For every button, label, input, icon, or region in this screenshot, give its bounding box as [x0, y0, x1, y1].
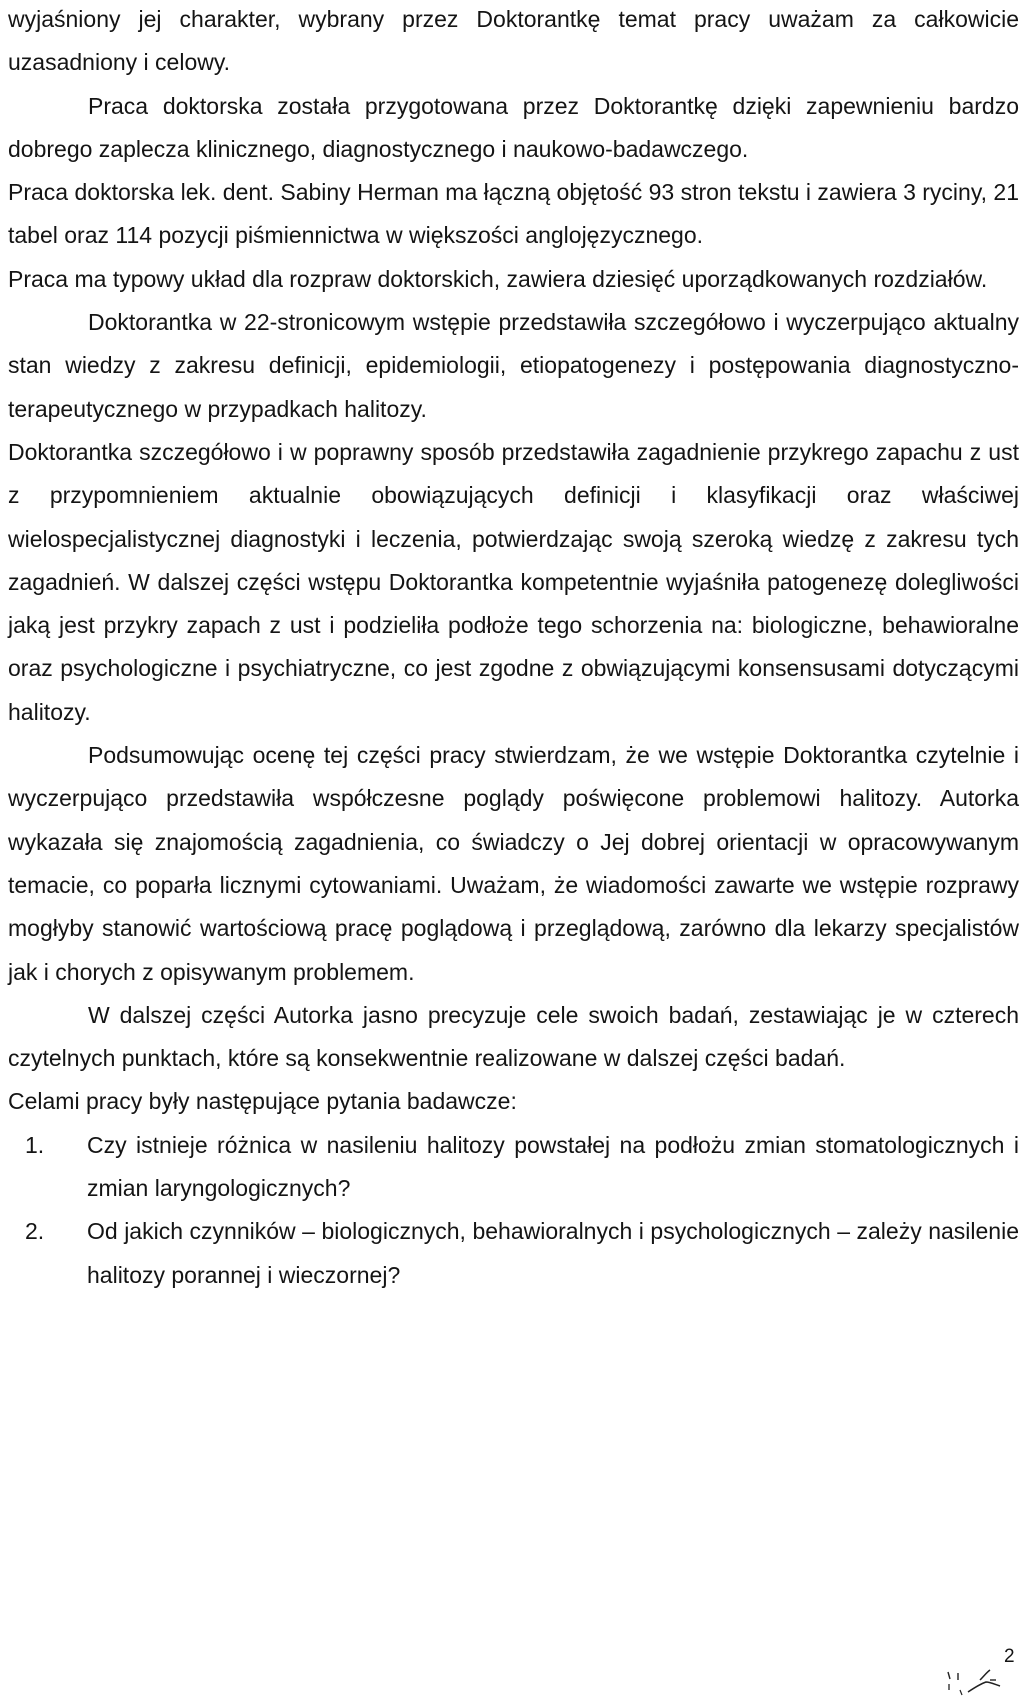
page-number: 2 — [1004, 1646, 1015, 1667]
research-question-item — [25, 1210, 1019, 1297]
paragraph-introduction: Doktorantka w 22-stronicowym wstępie przedstawiła szczegółowo i wyczerpująco aktualny stan wiedzy z zakresu definicji, epidemiologii, etiopatogenezy i postępowania diagnostyczno-terapeutycznego w przypadkach halitozy. — [8, 309, 1019, 422]
question-number: 1. — [25, 1131, 45, 1158]
paragraph-research-questions-intro: Celami pracy były następujące pytania badawcze: — [8, 1088, 517, 1115]
paragraph-structure: Praca ma typowy układ dla rozpraw doktorskich, zawiera dziesięć uporządkowanych rozdziałów. — [8, 265, 988, 292]
question-text: Od jakich czynników – biologicznych, behawioralnych i psychologicznych – zależy nasilenie halitozy porannej i wieczornej? — [87, 1218, 1019, 1288]
question-text: Czy istnieje różnica w nasileniu halitozy powstałej na podłożu zmian stomatologicznych i zmian laryngologicznych? — [87, 1131, 1019, 1202]
paragraph-volume: Praca doktorska lek. dent. Sabiny Herman ma łączną objętość 93 stron tekstu i zawiera 3 ryciny, 21 tabel oraz 114 pozycji piśmiennictwa w większości anglojęzycznego. — [8, 179, 1019, 249]
document-body — [8, 0, 1019, 1297]
paragraph-facilities: Praca doktorska została przygotowana przez Doktorantkę dzięki zapewnieniu bardzo dobrego zaplecza klinicznego, diagnostycznego i naukowo-badawczego. — [8, 92, 1019, 162]
question-number: 2. — [25, 1218, 45, 1245]
research-question-item — [25, 1124, 1019, 1211]
paragraph-topic-justification: wyjaśniony jej charakter, wybrany przez Doktorantkę temat pracy uważam za całkowicie uzasadniony i celowy. — [8, 6, 1019, 76]
research-questions-list — [8, 1124, 1019, 1297]
signature-mark-icon — [944, 1668, 1010, 1696]
paragraph-halitosis-topic: Doktorantka szczegółowo i w poprawny sposób przedstawiła zagadnienie przykrego zapachu z ust z przypomnieniem aktualnie obowiązujących definicji i klasyfikacji oraz właściwej wielospecjalistycznej diagnostyki i leczenia, potwierdzając swoją szeroką wiedzę z zakresu tych zagadnień. W dalszej części wstępu Doktorantka kompetentnie wyjaśniła patogenezę dolegliwości jaką jest przykry zapach z ust i podzieliła podłoże tego schorzenia na: biologiczne, behawioralne oraz psychologiczne i psychiatryczne, co jest zgodne z obwiązującymi konsensusami dotyczącymi halitozy. — [8, 438, 1019, 725]
paragraph-aims: W dalszej części Autorka jasno precyzuje cele swoich badań, zestawiając je w czterech czytelnych punktach, które są konsekwentnie realizowane w dalszej części badań. — [8, 1001, 1019, 1072]
paragraph-summary: Podsumowując ocenę tej części pracy stwierdzam, że we wstępie Doktorantka czytelnie i wyczerpująco przedstawiła współczesne poglądy poświęcone problemowi halitozy. Autorka wykazała się znajomością zagadnienia, co świadczy o Jej dobrej orientacji w opracowywanym temacie, co poparła licznymi cytowaniami. Uważam, że wiadomości zawarte we wstępie rozprawy mogłyby stanowić wartościową pracę poglądową i przeglądową, zarówno dla lekarzy specjalistów jak i chorych z opisywanym problemem. — [8, 742, 1019, 985]
